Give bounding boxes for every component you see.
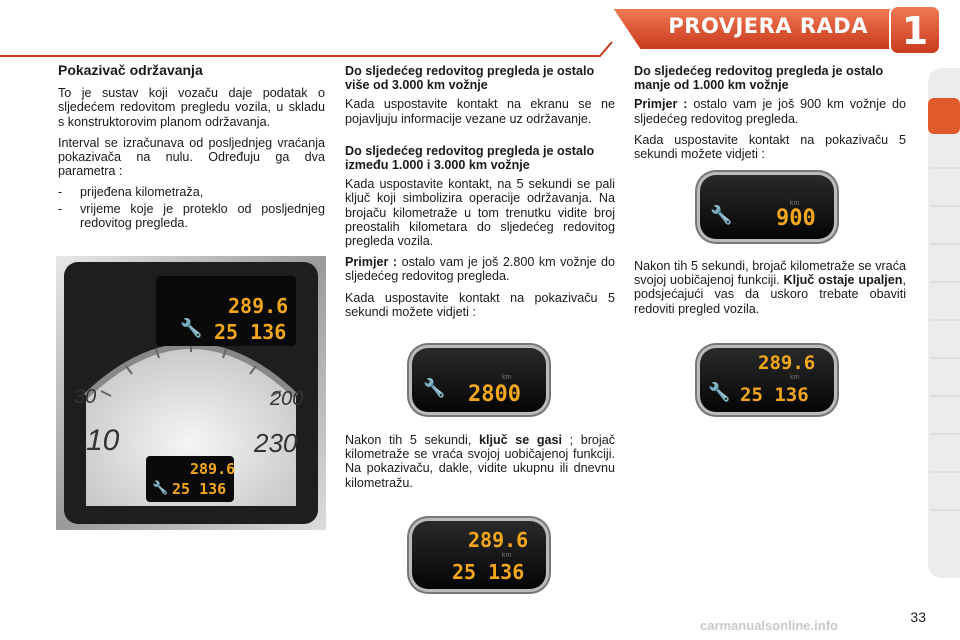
odometer-total: 25 136	[214, 320, 287, 344]
subheading: Do sljedećeg redovitog pregleda je ostalo više od 3.000 km vožnje	[345, 64, 595, 93]
paragraph: Primjer : ostalo vam je još 2.800 km vožnje do sljedećeg redovitog pregleda.	[345, 255, 615, 284]
wrench-icon: 🔧	[423, 378, 446, 398]
paragraph: Nakon tih 5 sekundi, ključ se gasi ; brojač kilometraže se vraća svojoj uobičajenoj funkciji. Na pokazivaču, dakle, vidite ukupnu ili dnevnu kilometražu.	[345, 433, 615, 490]
section-heading: Pokazivač održavanja	[58, 62, 203, 78]
wrench-icon: 🔧	[708, 382, 731, 402]
km-label: km	[502, 552, 512, 559]
speed-label-200: 200	[270, 388, 304, 410]
km-label: km	[790, 374, 800, 381]
speed-label-30: 30	[74, 386, 97, 408]
cluster-trip: 289.6	[190, 460, 236, 478]
wrench-icon: 🔧	[710, 205, 733, 225]
wrench-icon: 🔧	[152, 480, 169, 495]
subheading: Do sljedećeg redovitog pregleda je ostalo manje od 1.000 km vožnje	[634, 64, 884, 93]
paragraph: Kada uspostavite kontakt na ekranu se ne pojavljuju informacije vezane uz održavanje.	[345, 97, 615, 126]
paragraph: Kada uspostavite kontakt, na 5 sekundi se pali ključ koji simbolizira operacije održavanja. Na brojaču kilometraže u tom trenutku vidite broj preostalih kilometara do sljedećeg redovitog pregleda vozila.	[345, 177, 615, 249]
paragraph: Kada uspostavite kontakt na pokazivaču 5 sekundi možete vidjeti :	[634, 132, 906, 162]
wrench-icon: 🔧	[180, 318, 203, 338]
paragraph: Nakon tih 5 sekundi, brojač kilometraže se vraća svojoj uobičajenoj funkciji. Ključ ostaje upaljen, podsjećajući vas da uskoro trebate obaviti redoviti pregled vozila.	[634, 259, 906, 316]
column-3	[634, 64, 906, 168]
column-1	[58, 63, 325, 232]
paragraph: Primjer : ostalo vam je još 900 km vožnje do sljedećeg redovitog pregleda.	[634, 97, 906, 126]
paragraph: To je sustav koji vozaču daje podatak o sljedećem redovitom pregledu vozila, u skladu s konstruktorovim planom održavanja.	[58, 86, 325, 129]
list-item: - vrijeme koje je proteklo od posljednjeg redovitog pregleda.	[58, 201, 325, 230]
display-remaining-km: 2800	[468, 382, 521, 407]
odometer-trip: 289.6	[228, 294, 289, 318]
watermark: carmanualsonline.info	[700, 618, 838, 633]
km-label: km	[502, 374, 512, 381]
chapter-number: 1	[901, 9, 929, 53]
column-2	[345, 64, 615, 326]
speed-label-230: 230	[254, 428, 298, 458]
speed-label-10: 10	[86, 424, 120, 457]
column-2-bottom	[345, 433, 615, 497]
cluster-total: 25 136	[172, 480, 227, 498]
page-number: 33	[910, 609, 926, 625]
display-total: 25 136	[452, 560, 525, 584]
km-label: km	[790, 200, 800, 207]
paragraph: Interval se izračunava od posljednjeg vraćanja pokazivača na nulu. Određuju ga dva parametra :	[58, 135, 325, 179]
paragraph: Kada uspostavite kontakt na pokazivaču 5 sekundi možete vidjeti :	[345, 290, 615, 319]
display-trip: 289.6	[468, 528, 529, 552]
display-total: 25 136	[740, 384, 809, 406]
display-remaining-km: 900	[776, 206, 816, 231]
chapter-tabs	[924, 68, 960, 578]
subheading: Do sljedećeg redovitog pregleda je ostalo između 1.000 i 3.000 km vožnje	[345, 143, 595, 173]
display-trip: 289.6	[758, 352, 816, 374]
chapter-title: PROVJERA RADA	[668, 14, 868, 38]
column-3-bottom	[634, 259, 906, 323]
list-item: - prijeđena kilometraža,	[58, 185, 204, 200]
